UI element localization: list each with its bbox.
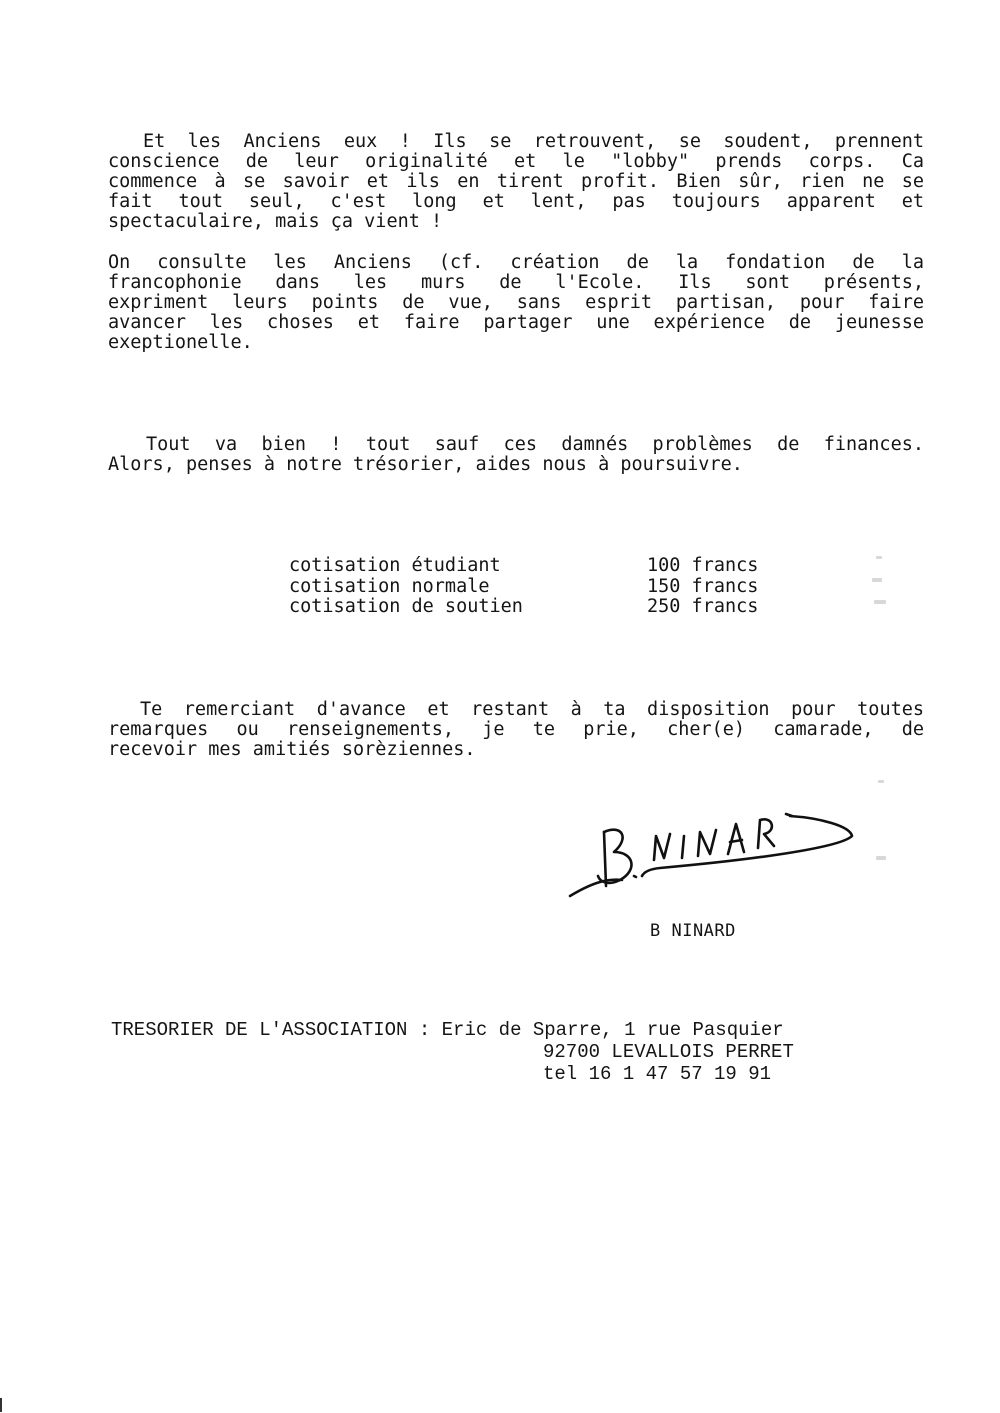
handwritten-signature [560, 796, 860, 908]
text-line: Alors, penses à notre trésorier, aides nous à poursuivre. [108, 454, 743, 475]
scan-speck [878, 780, 884, 783]
fee-amount: 250 francs [647, 596, 759, 617]
fee-label: cotisation normale [289, 575, 490, 597]
text-line: Tout va bien ! tout sauf ces damnés problèmes de finances. [146, 434, 924, 455]
fees-table [289, 556, 789, 618]
scan-speck [874, 600, 886, 604]
text-line: expriment leurs points de vue, sans esprit partisan, pour faire [108, 292, 924, 313]
treasurer-phone: tel 16 1 47 57 19 91 [543, 1063, 772, 1085]
text-line: exeptionelle. [108, 332, 253, 353]
text-line: avancer les choses et faire partager une expérience de jeunesse [108, 312, 924, 333]
scan-edge-mark [0, 1398, 2, 1412]
text-line: commence à se savoir et ils en tirent profit. Bien sûr, rien ne se [108, 171, 924, 192]
text-line: Et les Anciens eux ! Ils se retrouvent, se soudent, prennent [143, 131, 924, 152]
paragraph-finances [108, 435, 924, 475]
scan-speck [876, 856, 886, 860]
fee-row [289, 577, 789, 598]
text-line: Te remerciant d'avance et restant à ta disposition pour toutes [140, 699, 924, 720]
fee-amount: 150 francs [647, 575, 759, 597]
text-line: recevoir mes amitiés sorèziennes. [108, 739, 476, 760]
scan-speck [872, 578, 882, 582]
text-line: francophonie dans les murs de l'Ecole. Ils sont présents, [108, 272, 924, 293]
fee-label: cotisation de soutien [289, 596, 523, 617]
treasurer-block [111, 1019, 794, 1085]
fee-row [289, 597, 789, 618]
fee-amount: 100 francs [647, 555, 759, 576]
fee-label: cotisation étudiant [289, 555, 501, 576]
treasurer-city: 92700 LEVALLOIS PERRET [543, 1041, 794, 1063]
treasurer-line: TRESORIER DE L'ASSOCIATION : Eric de Sparre, 1 rue Pasquier [111, 1019, 784, 1041]
text-line: fait tout seul, c'est long et lent, pas toujours apparent et [108, 191, 924, 212]
paragraph-closing [108, 700, 924, 760]
paragraph-consultation [108, 253, 924, 353]
text-line: spectaculaire, mais ça vient ! [108, 211, 443, 232]
text-line: remarques ou renseignements, je te prie, cher(e) camarade, de [108, 719, 924, 740]
text-line: On consulte les Anciens (cf. création de la fondation de la [108, 252, 924, 273]
fee-row [289, 556, 789, 577]
paragraph-anciens [108, 132, 924, 232]
text-line: conscience de leur originalité et le "lobby" prends corps. Ca [108, 151, 924, 172]
scan-speck [876, 556, 882, 559]
signer-name: B NINARD [650, 921, 736, 941]
